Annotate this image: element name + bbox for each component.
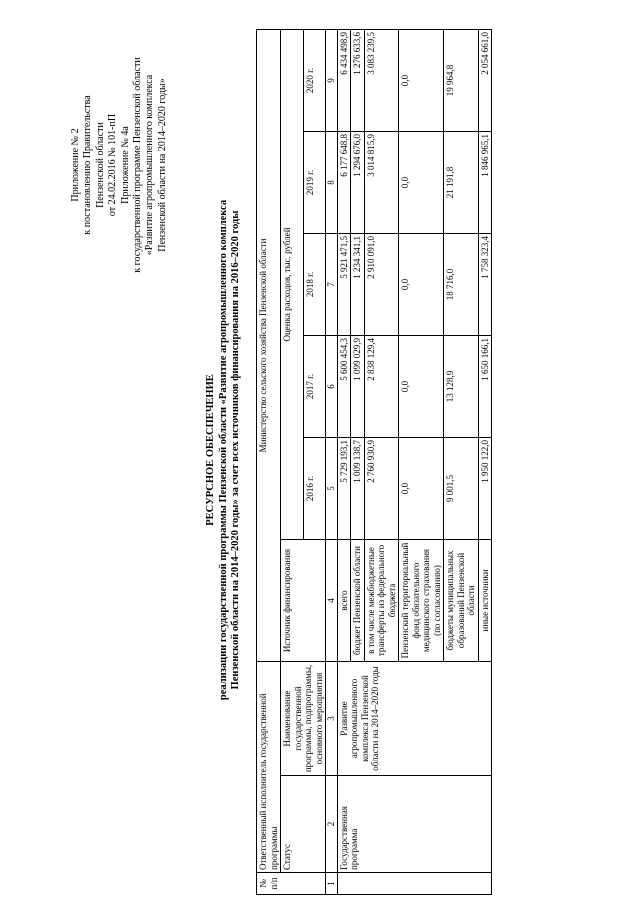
header-line: «Развитие агропромышленного комплекса: [144, 74, 156, 256]
header-line: Приложение № 4а: [119, 126, 131, 204]
column-number: 5: [326, 438, 338, 540]
header-status: Статус: [281, 776, 326, 873]
value-cell: 1 234 341,1: [351, 234, 365, 336]
value-cell: 5 600 454,3: [337, 336, 351, 438]
value-cell: 3 083 239,5: [364, 29, 399, 131]
value-cell: 0,0: [399, 234, 444, 336]
resource-table: [256, 29, 492, 895]
header-line: от 24.02.2016 № 101-пП: [107, 113, 119, 217]
value-cell: 2 910 091,0: [364, 234, 399, 336]
header-line: к постановлению Правительства: [82, 95, 94, 235]
value-cell: 0,0: [399, 336, 444, 438]
status-cell: Государственная программа: [337, 776, 492, 873]
program-name-cell: Развитие агропромышленного комплекса Пензенской области на 2014–2020 годы: [337, 662, 492, 776]
value-cell: 3 014 815,9: [364, 132, 399, 234]
column-number: 3: [326, 662, 338, 776]
header-source: Источник финансирования: [281, 540, 326, 662]
value-cell: 13 128,9: [444, 336, 479, 438]
header-year: 2018 г.: [303, 234, 326, 336]
column-number: 8: [326, 132, 338, 234]
source-cell: в том числе межбюджетные трансферты из федерального бюджета: [364, 540, 399, 662]
column-number: 9: [326, 29, 338, 131]
header-line: Приложение № 2: [70, 128, 81, 202]
value-cell: 9 001,5: [444, 438, 479, 540]
value-cell: 1 294 676,0: [351, 132, 365, 234]
value-cell: 0,0: [399, 132, 444, 234]
value-cell: 6 177 648,8: [337, 132, 351, 234]
value-cell: 1 009 138,7: [351, 438, 365, 540]
header-line: Пензенской области: [94, 122, 106, 208]
title-main: РЕСУРСНОЕ ОБЕСПЕЧЕНИЕ: [205, 374, 216, 526]
value-cell: 0,0: [399, 29, 444, 131]
header-estimate: Оценка расходов, тыс. рублей: [281, 29, 304, 539]
header-responsible: Ответственный исполнитель государственной программы: [257, 662, 281, 873]
value-cell: 1 650 166,1: [478, 336, 492, 438]
source-cell: бюджет Пензенской области: [351, 540, 365, 662]
value-cell: 1 099 029,9: [351, 336, 365, 438]
column-number: 4: [326, 540, 338, 662]
column-number: 1: [326, 873, 338, 895]
title-line-2: Пензенской области на 2014–2020 годы» за счет всех источников финансирования на 2016–2020 годы: [230, 210, 241, 690]
value-cell: 0,0: [399, 438, 444, 540]
header-year: 2020 г.: [303, 29, 326, 131]
value-cell: 19 964,8: [444, 29, 479, 131]
value-cell: 2 054 661,0: [478, 29, 492, 131]
header-responsible-value: Министерство сельского хозяйства Пензенской области: [257, 29, 281, 661]
source-cell: иные источники: [478, 540, 492, 662]
column-number: 2: [326, 776, 338, 873]
title-line-1: реализации государственной программы Пензенской области «Развитие агропромышленного комплекса: [217, 199, 229, 701]
source-cell: бюджеты муниципальных образований Пензенской области: [444, 540, 479, 662]
value-cell: 5 921 471,5: [337, 234, 351, 336]
value-cell: 21 191,8: [444, 132, 479, 234]
row-num-cell: [337, 873, 492, 895]
header-year: 2019 г.: [303, 132, 326, 234]
header-name: Наименование государственной программы, подпрограммы, основного мероприятия: [281, 662, 326, 776]
column-number: 6: [326, 336, 338, 438]
column-number: 7: [326, 234, 338, 336]
value-cell: 2 760 930,9: [364, 438, 399, 540]
value-cell: 1 846 965,1: [478, 132, 492, 234]
header-num: № п/п: [257, 873, 326, 895]
value-cell: 6 434 498,9: [337, 29, 351, 131]
document-title: [205, 55, 243, 845]
source-cell: всего: [337, 540, 351, 662]
header-line: Пензенской области на 2014–2020 годы»: [156, 78, 168, 252]
header-line: к государственной программе Пензенской области: [132, 57, 144, 273]
column-number-row: [326, 29, 338, 894]
header-year: 2016 г.: [303, 438, 326, 540]
table-row: [337, 29, 351, 894]
value-cell: 18 716,0: [444, 234, 479, 336]
value-cell: 1 758 323,4: [478, 234, 492, 336]
value-cell: 5 729 193,1: [337, 438, 351, 540]
value-cell: 1 276 633,6: [351, 29, 365, 131]
appendix-header: [70, 15, 169, 315]
value-cell: 2 838 129,4: [364, 336, 399, 438]
value-cell: 1 950 122,0: [478, 438, 492, 540]
source-cell: Пензенский территориальный фонд обязательного медицинского страхования (по согласованию): [399, 540, 444, 662]
header-year: 2017 г.: [303, 336, 326, 438]
